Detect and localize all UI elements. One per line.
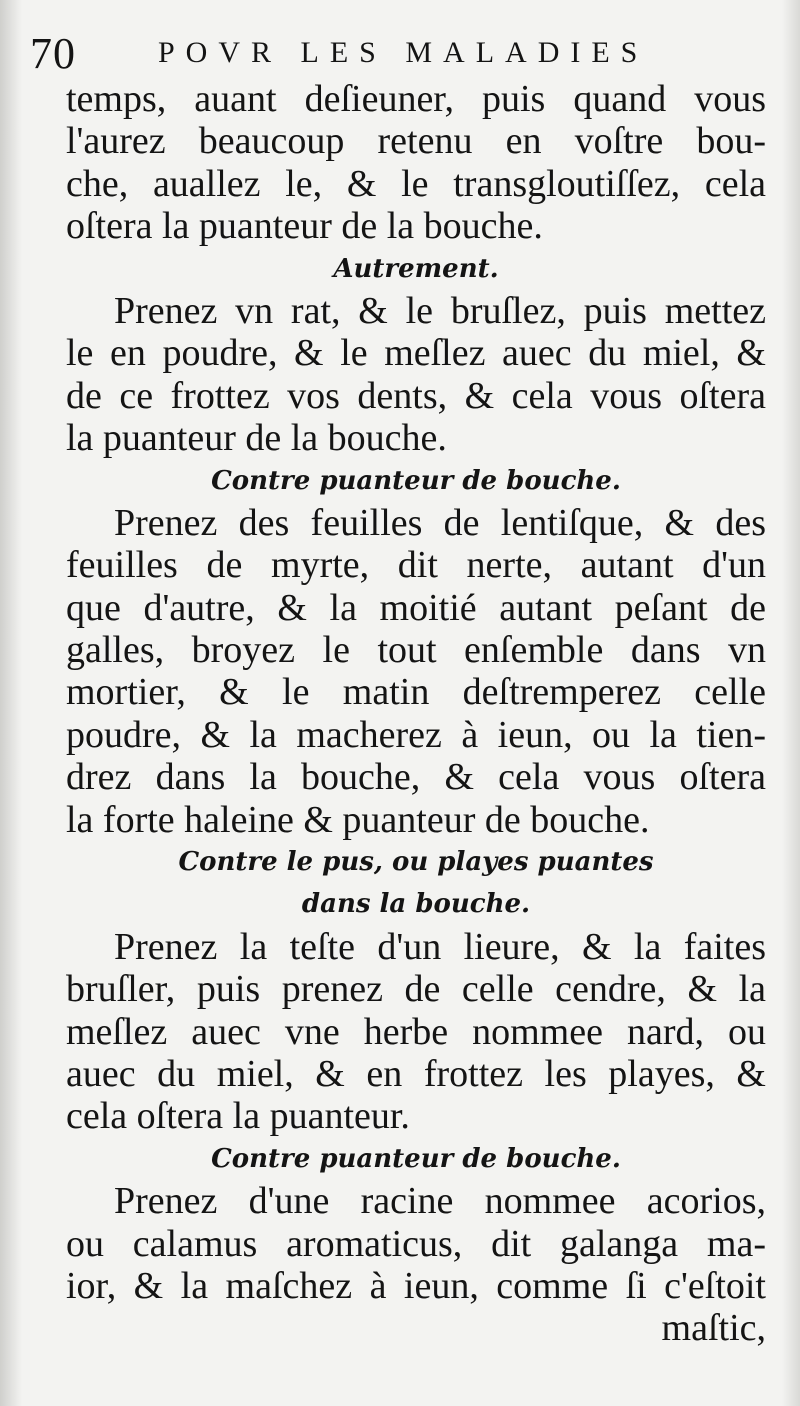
text-line: feuilles de myrte, dit nerte, autant d'un — [66, 544, 766, 587]
text-line: Prenez des feuilles de lentiſque, & des — [114, 501, 766, 544]
text-line: auec du miel, & en frottez les playes, & — [66, 1052, 766, 1095]
text-line: ou calamus aromaticus, dit galanga ma- — [66, 1222, 766, 1265]
page-number: 70 — [30, 29, 76, 78]
text-line: ior, & la maſchez à ieun, comme ſi c'eſtoit — [66, 1264, 766, 1307]
section-heading: Contre le pus, ou playes puantes — [178, 847, 654, 878]
text-line: galles, broyez le tout enſemble dans vn — [66, 629, 766, 672]
text-line: mortier, & le matin deſtremperez celle — [66, 671, 766, 714]
text-line: poudre, & la macherez à ieun, ou la tien- — [66, 713, 766, 756]
text-line: drez dans la bouche, & cela vous oſtera — [66, 756, 766, 799]
running-head: POVR LES MALADIES — [158, 36, 649, 69]
text-line: bruſler, puis prenez de celle cendre, & la — [66, 968, 766, 1011]
text-line: que d'autre, & la moitié autant peſant de — [66, 586, 766, 629]
text-line: Prenez d'une racine nommee acorios, — [114, 1180, 766, 1223]
page-header — [30, 28, 770, 78]
text-line: temps, auant deſieuner, puis quand vous — [66, 78, 766, 120]
text-line: la puanteur de la bouche. — [66, 417, 447, 460]
text-line: la forte haleine & puanteur de bouche. — [66, 798, 650, 841]
section-heading: Contre puanteur de bouche. — [211, 1143, 621, 1174]
section-heading: Contre puanteur de bouche. — [211, 465, 621, 496]
text-line: le en poudre, & le meſlez auec du miel, & — [66, 332, 766, 375]
text-line: Prenez vn rat, & le bruſlez, puis mettez — [114, 289, 766, 332]
text-line: meſlez auec vne herbe nommee nard, ou — [66, 1010, 766, 1053]
body-text — [66, 78, 766, 1350]
text-line: de ce frottez vos dents, & cela vous oſtera — [66, 374, 766, 417]
section-heading: Autrement. — [333, 253, 499, 284]
text-line: Prenez la teſte d'un lieure, & la faites — [114, 925, 766, 968]
text-line: l'aurez beaucoup retenu en voſtre bou- — [66, 120, 766, 163]
catchword: maſtic, — [661, 1307, 766, 1350]
section-heading: dans la bouche. — [301, 889, 531, 920]
text-line: cela oſtera la puanteur. — [66, 1095, 410, 1138]
text-line: oſtera la puanteur de la bouche. — [66, 205, 543, 248]
text-line: che, auallez le, & le transgloutiſſez, cela — [66, 162, 766, 205]
